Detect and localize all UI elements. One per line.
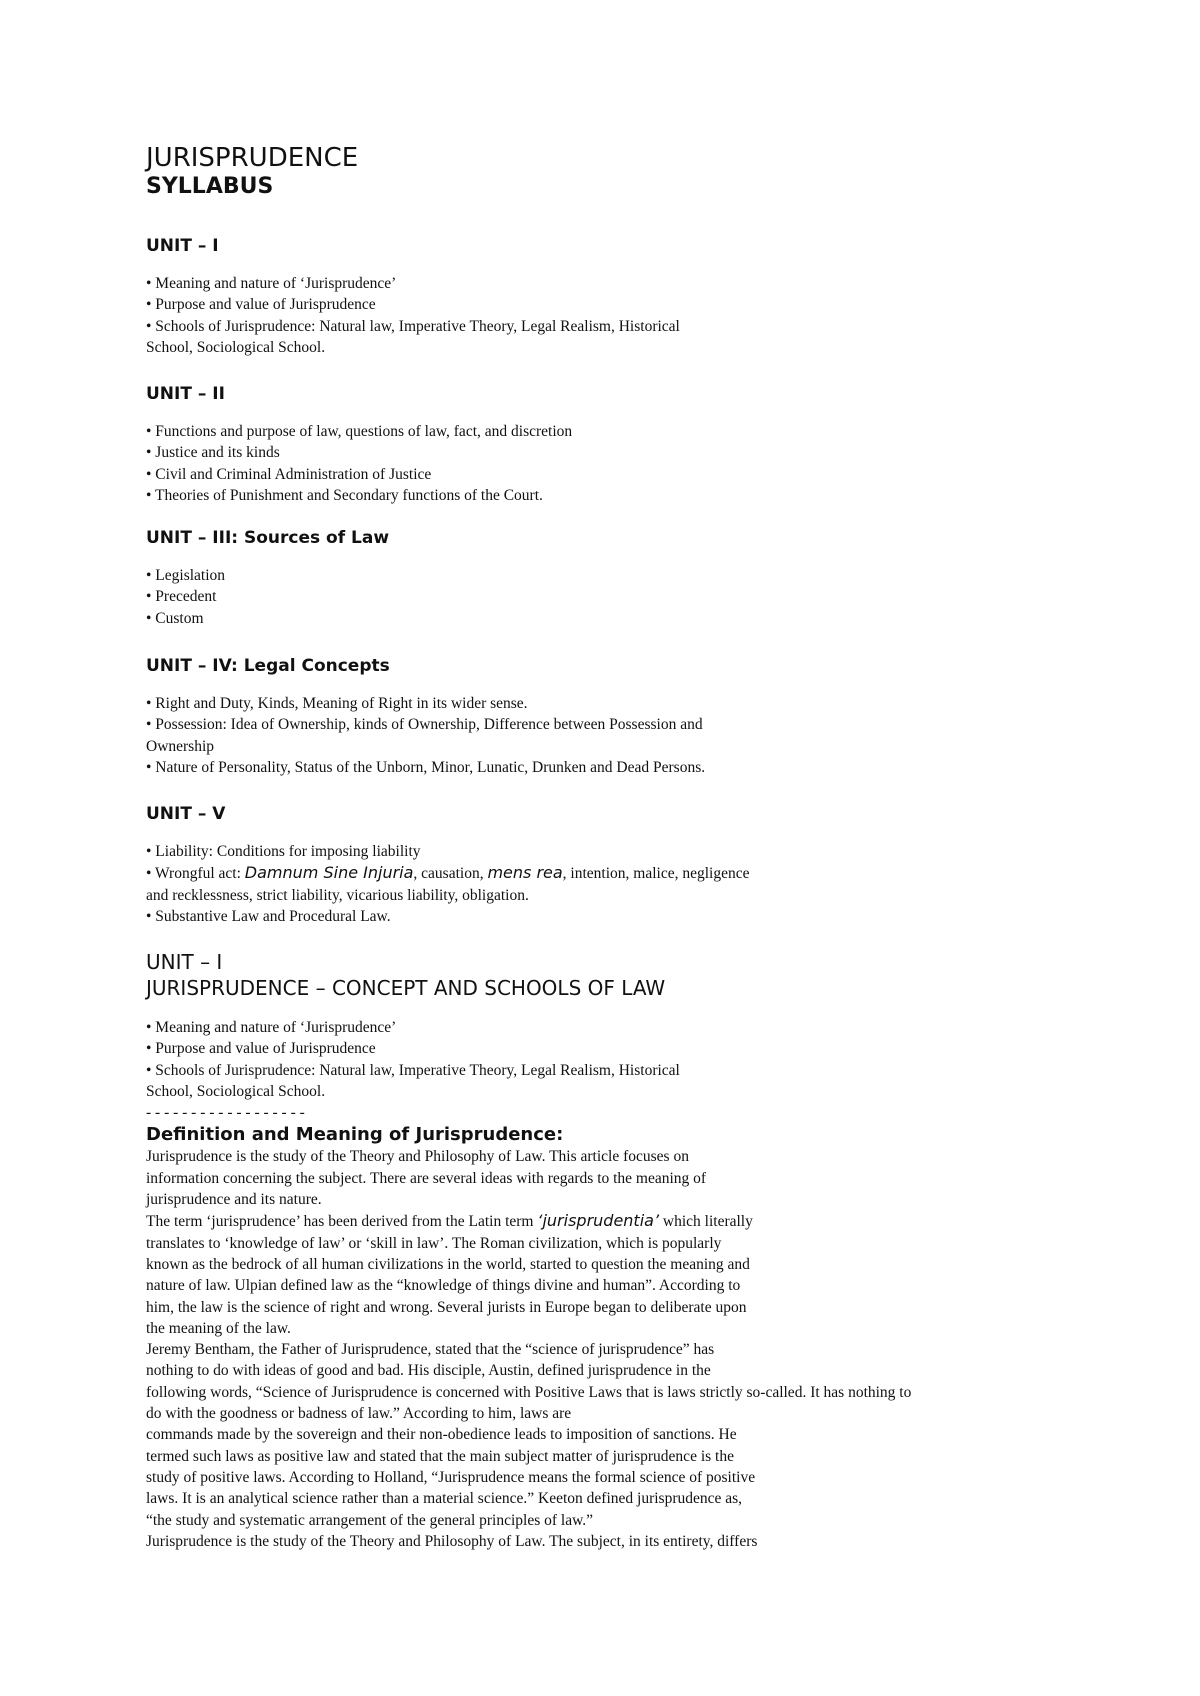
syllabus-unit-3 bbox=[146, 527, 389, 629]
unit-line: • Right and Duty, Kinds, Meaning of Right in its wider sense. bbox=[146, 695, 528, 712]
text-run: which literally bbox=[659, 1213, 753, 1231]
paragraph-line: information concerning the subject. There are several ideas with regards to the meaning of bbox=[146, 1169, 707, 1187]
text-run: The term ‘jurisprudence’ has been derived from the Latin term bbox=[146, 1213, 538, 1231]
syllabus-unit-4 bbox=[146, 655, 705, 778]
section-unit-1 bbox=[146, 949, 911, 1552]
unit-line: • Justice and its kinds bbox=[146, 444, 280, 462]
syllabus-unit-1 bbox=[146, 235, 680, 358]
section-line: • Schools of Jurisprudence: Natural law, Imperative Theory, Legal Realism, Historical bbox=[146, 1061, 680, 1079]
text-run: , intention, malice, negligence bbox=[562, 865, 750, 883]
unit-line-wrongful-act bbox=[146, 862, 749, 884]
paragraph-line: nothing to do with ideas of good and bad. His disciple, Austin, defined jurisprudence in the bbox=[146, 1362, 711, 1380]
paragraph-line: “the study and systematic arrangement of the general principles of law.” bbox=[146, 1511, 594, 1529]
unit-line: • Precedent bbox=[146, 588, 217, 606]
text-run: , causation, bbox=[413, 865, 488, 883]
unit-line: • Civil and Criminal Administration of Justice bbox=[146, 465, 432, 483]
syllabus-unit-2 bbox=[146, 383, 572, 506]
paragraph-line: do with the goodness or badness of law.” According to him, laws are bbox=[146, 1405, 572, 1423]
document-subtitle: SYLLABUS bbox=[146, 174, 274, 199]
unit-heading: UNIT – V bbox=[146, 804, 226, 824]
syllabus-unit-5 bbox=[146, 803, 749, 927]
paragraph-line: translates to ‘knowledge of law’ or ‘skill in law’. The Roman civilization, which is popularly bbox=[146, 1234, 722, 1252]
unit-line: • Schools of Jurisprudence: Natural law, Imperative Theory, Legal Realism, Historical bbox=[146, 317, 680, 335]
unit-line: School, Sociological School. bbox=[146, 338, 326, 356]
unit-line: • Purpose and value of Jurisprudence bbox=[146, 296, 376, 314]
unit-line: • Functions and purpose of law, questions of law, fact, and discretion bbox=[146, 423, 573, 440]
italic-term: Damnum Sine Injuria bbox=[244, 863, 414, 883]
italic-term: ‘jurisprudentia’ bbox=[537, 1211, 660, 1231]
paragraph-line: Jeremy Bentham, the Father of Jurisprudence, stated that the “science of jurisprudence” has bbox=[146, 1341, 715, 1359]
unit-heading: UNIT – II bbox=[146, 384, 225, 404]
paragraph-line: laws. It is an analytical science rather than a material science.” Keeton defined jurisprudence as, bbox=[146, 1490, 743, 1508]
section-line: • Purpose and value of Jurisprudence bbox=[146, 1040, 376, 1058]
paragraph-line bbox=[146, 1210, 911, 1232]
section-title: JURISPRUDENCE – CONCEPT AND SCHOOLS OF LAW bbox=[146, 976, 666, 1000]
paragraph-line: jurisprudence and its nature. bbox=[146, 1191, 322, 1209]
section-unit-label: UNIT – I bbox=[146, 950, 223, 974]
unit-line: and recklessness, strict liability, vicarious liability, obligation. bbox=[146, 886, 529, 904]
unit-line: • Liability: Conditions for imposing liability bbox=[146, 843, 421, 860]
unit-line: • Possession: Idea of Ownership, kinds of Ownership, Difference between Possession and bbox=[146, 716, 703, 734]
section-line: School, Sociological School. bbox=[146, 1082, 326, 1100]
unit-heading: UNIT – IV: Legal Concepts bbox=[146, 656, 390, 676]
unit-line: Ownership bbox=[146, 737, 215, 755]
unit-heading: UNIT – III: Sources of Law bbox=[146, 528, 390, 548]
unit-line: • Substantive Law and Procedural Law. bbox=[146, 907, 391, 925]
document-title: JURISPRUDENCE bbox=[146, 143, 359, 173]
divider: - - - - - - - - - - - - - - - - - - bbox=[146, 1104, 305, 1122]
document-title-block bbox=[146, 143, 358, 201]
definition-heading: Definition and Meaning of Jurisprudence: bbox=[146, 1124, 564, 1146]
unit-line: • Legislation bbox=[146, 567, 226, 584]
text-run: • Wrongful act: bbox=[146, 865, 245, 883]
paragraph-line: him, the law is the science of right and wrong. Several jurists in Europe began to deliberate upon bbox=[146, 1298, 747, 1316]
paragraph-line: commands made by the sovereign and their non-obedience leads to imposition of sanctions. He bbox=[146, 1426, 737, 1444]
paragraph-line: Jurisprudence is the study of the Theory and Philosophy of Law. The subject, in its entirety, differs bbox=[146, 1532, 758, 1550]
paragraph-line: termed such laws as positive law and stated that the main subject matter of jurisprudence is the bbox=[146, 1447, 734, 1465]
paragraph-line: Jurisprudence is the study of the Theory and Philosophy of Law. This article focuses on bbox=[146, 1148, 689, 1166]
unit-line: • Theories of Punishment and Secondary functions of the Court. bbox=[146, 486, 543, 504]
paragraph-line: following words, “Science of Jurisprudence is concerned with Positive Laws that is laws strictly so-called. It has nothing to bbox=[146, 1383, 912, 1401]
unit-line: • Custom bbox=[146, 609, 204, 627]
paragraph-line: known as the bedrock of all human civilizations in the world, started to question the meaning and bbox=[146, 1255, 750, 1273]
unit-heading: UNIT – I bbox=[146, 236, 219, 256]
italic-term: mens rea bbox=[487, 863, 563, 883]
paragraph-line: study of positive laws. According to Holland, “Jurisprudence means the formal science of positive bbox=[146, 1468, 756, 1486]
paragraph-line: the meaning of the law. bbox=[146, 1319, 291, 1337]
unit-line: • Meaning and nature of ‘Jurisprudence’ bbox=[146, 275, 397, 292]
unit-line: • Nature of Personality, Status of the Unborn, Minor, Lunatic, Drunken and Dead Persons. bbox=[146, 758, 706, 776]
paragraph-line: nature of law. Ulpian defined law as the “knowledge of things divine and human”. According to bbox=[146, 1277, 741, 1295]
section-line: • Meaning and nature of ‘Jurisprudence’ bbox=[146, 1019, 397, 1036]
